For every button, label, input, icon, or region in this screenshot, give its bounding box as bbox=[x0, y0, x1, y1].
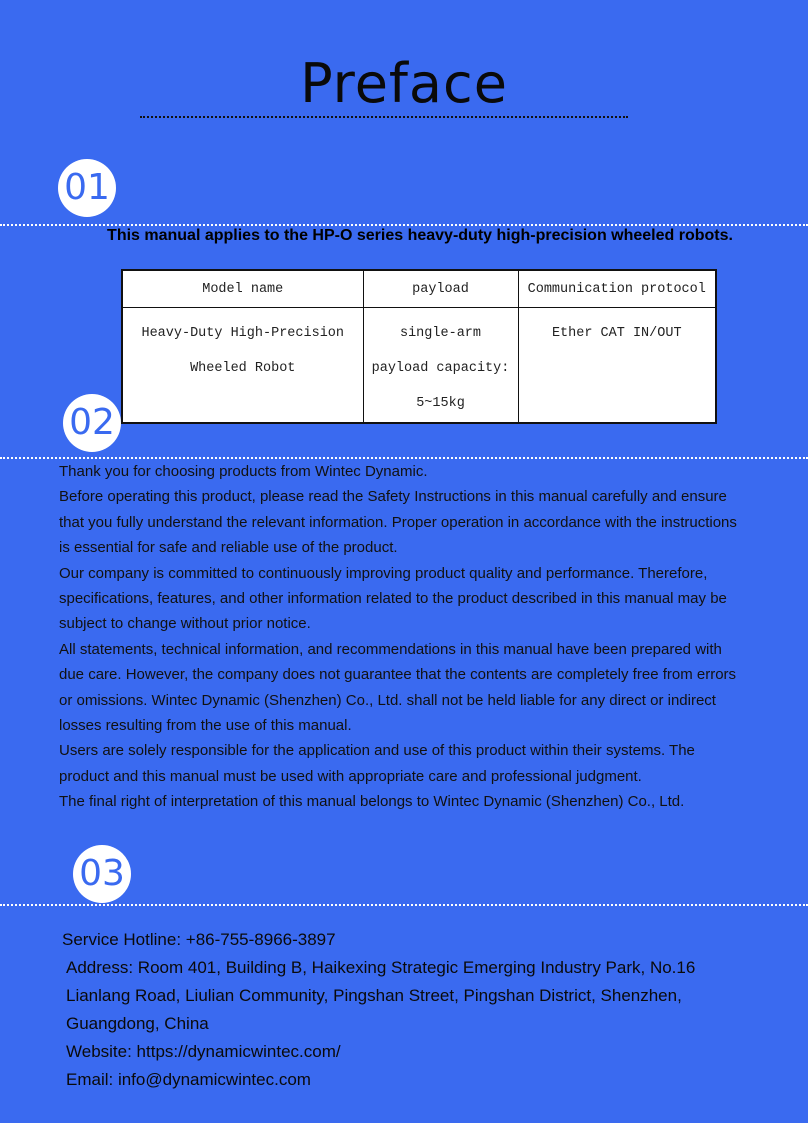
paragraph: Thank you for choosing products from Wintec Dynamic. bbox=[59, 463, 428, 480]
table-header-row bbox=[122, 270, 716, 308]
section-badge-02: 02 bbox=[63, 394, 121, 452]
section-divider-03 bbox=[0, 904, 808, 906]
cell-text: Ether CAT IN/OUT bbox=[551, 326, 682, 341]
contact-info bbox=[62, 926, 762, 1094]
cell-text: single-arm bbox=[399, 326, 481, 341]
paragraph: All statements, technical information, and recommendations in this manual have been prepared with due care. However, the company does not guarantee that the contents are completely free from errors or omissions. Wintec Dynamic (Shenzhen) Co., Ltd. shall not be held liable for any direct or indirect losses resulting from the use of this manual. bbox=[59, 640, 737, 735]
page-title: Preface bbox=[300, 52, 508, 115]
preface-body bbox=[59, 459, 749, 815]
model-table bbox=[121, 269, 717, 424]
cell-payload bbox=[363, 308, 518, 424]
paragraph: Before operating this product, please read the Safety Instructions in this manual carefully and ensure that you fully understand the relevant information. Proper operation in accordance with the instructions is essential for safe and reliable use of the product. bbox=[59, 488, 737, 557]
website-link[interactable]: Website: https://dynamicwintec.com/ bbox=[66, 1042, 341, 1061]
scope-statement: This manual applies to the HP-O series heavy-duty high-precision wheeled robots. bbox=[107, 227, 733, 244]
paragraph: Users are solely responsible for the application and use of this product within their systems. The product and this manual must be used with appropriate care and professional judgment. bbox=[59, 742, 695, 785]
cell-text: Heavy-Duty High-Precision bbox=[141, 326, 345, 341]
title-underline bbox=[140, 116, 628, 118]
section-divider-01 bbox=[0, 224, 808, 226]
header-model-name: Model name bbox=[122, 270, 363, 308]
email-link[interactable]: Email: info@dynamicwintec.com bbox=[66, 1070, 311, 1089]
table-row bbox=[122, 308, 716, 424]
header-communication-protocol: Communication protocol bbox=[518, 270, 716, 308]
paragraph: The final right of interpretation of this manual belongs to Wintec Dynamic (Shenzhen) Co., Ltd. bbox=[59, 793, 685, 811]
cell-communication-protocol bbox=[518, 308, 716, 424]
cell-model-name bbox=[122, 308, 363, 424]
header-payload: payload bbox=[363, 270, 518, 308]
company-address: Address: Room 401, Building B, Haikexing Strategic Emerging Industry Park, No.16 Lianlang Road, Liulian Community, Pingshan Street, Pingshan District, Shenzhen, Guangdong, China bbox=[66, 958, 696, 1033]
section-badge-01: 01 bbox=[58, 159, 116, 217]
cell-text: Wheeled Robot bbox=[190, 361, 296, 376]
service-hotline: Service Hotline: +86-755-8966-3897 bbox=[62, 930, 336, 949]
paragraph: Our company is committed to continuously improving product quality and performance. Therefore, specifications, features, and other information related to the product described in this manual may be subject to change without prior notice. bbox=[59, 564, 727, 633]
cell-text: payload capacity: bbox=[371, 361, 510, 376]
cell-text: 5~15kg bbox=[416, 396, 465, 411]
section-badge-03: 03 bbox=[73, 845, 131, 903]
